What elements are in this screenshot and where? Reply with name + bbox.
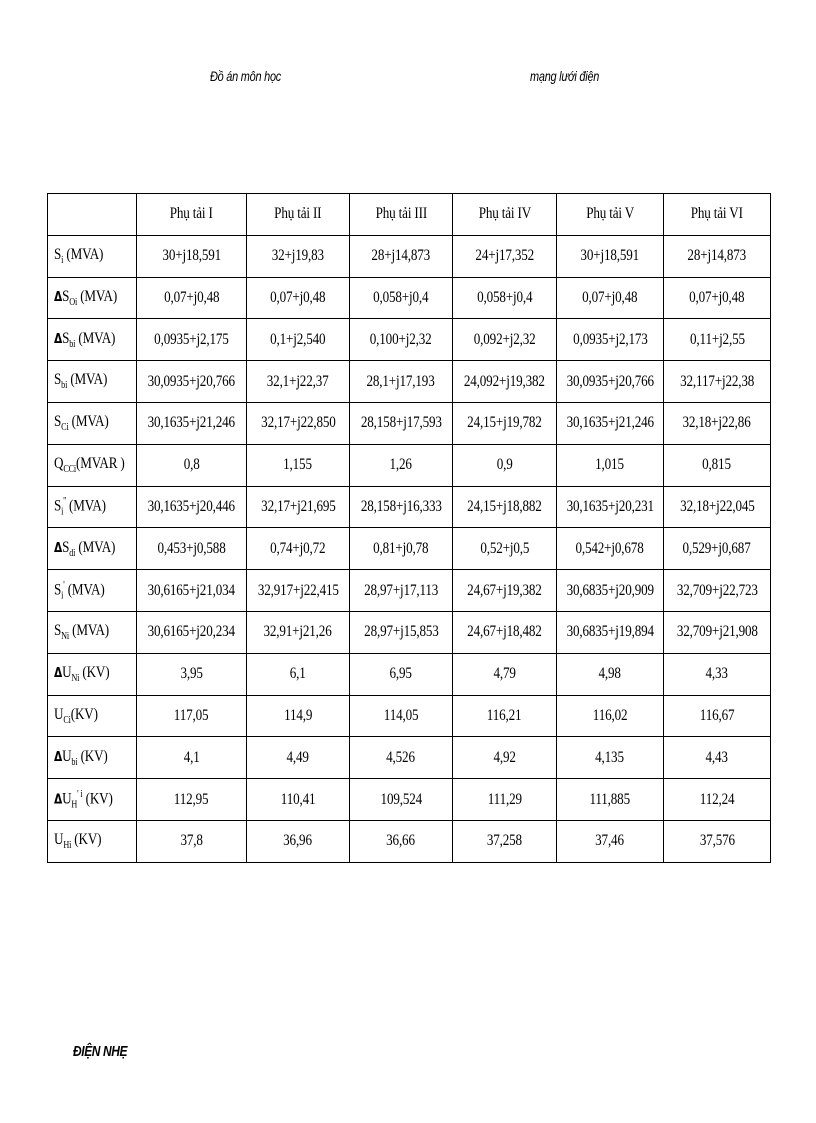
row-label-symbol: S bbox=[54, 246, 62, 264]
row-label-symbol: S bbox=[54, 371, 62, 389]
table-cell bbox=[453, 779, 557, 821]
row-label-superscript: ' bbox=[63, 579, 65, 591]
table-cell bbox=[350, 653, 453, 695]
table-cell bbox=[350, 737, 453, 779]
cell-value: 28,97+j15,853 bbox=[363, 623, 439, 641]
cell-value: 0,07+j0,48 bbox=[270, 288, 326, 306]
cell-value: 28+j14,873 bbox=[687, 247, 747, 265]
row-label-cell bbox=[48, 319, 137, 361]
delta-symbol: Δ bbox=[54, 331, 63, 347]
table-cell bbox=[350, 361, 453, 403]
delta-symbol: Δ bbox=[54, 540, 63, 556]
table-cell bbox=[664, 319, 771, 361]
table-cell bbox=[664, 402, 771, 444]
row-label-unit: (KV) bbox=[71, 831, 102, 849]
table-cell bbox=[453, 361, 557, 403]
column-header-label: Phụ tải III bbox=[375, 205, 427, 223]
cell-value: 116,67 bbox=[699, 706, 735, 724]
table-cell bbox=[137, 653, 247, 695]
row-label-cell bbox=[48, 653, 137, 695]
table-cell bbox=[557, 444, 664, 486]
cell-value: 32,18+j22,045 bbox=[679, 497, 755, 515]
cell-value: 32,917+j22,415 bbox=[257, 581, 339, 599]
column-header-label: Phụ tải IV bbox=[478, 205, 531, 223]
row-label bbox=[54, 246, 103, 266]
table-cell bbox=[137, 486, 247, 528]
row-label-subscript: CCi bbox=[63, 464, 77, 476]
table-cell bbox=[664, 695, 771, 737]
cell-value: 0,07+j0,48 bbox=[163, 288, 220, 306]
table-cell bbox=[137, 319, 247, 361]
row-label bbox=[54, 413, 109, 433]
row-label-subscript: H bbox=[71, 799, 78, 811]
cell-value: 4,98 bbox=[598, 665, 622, 683]
row-label bbox=[54, 622, 109, 642]
row-label-subscript: i bbox=[61, 590, 64, 602]
row-label bbox=[54, 789, 113, 811]
row-label-cell bbox=[48, 779, 137, 821]
table-cell bbox=[557, 570, 664, 612]
cell-value: 112,95 bbox=[174, 790, 209, 808]
row-label-symbol: U bbox=[62, 790, 72, 808]
table-cell bbox=[350, 528, 453, 570]
table-cell bbox=[137, 444, 247, 486]
row-label-subscript: bi bbox=[69, 338, 76, 350]
row-label-unit: (MVA) bbox=[69, 622, 109, 640]
row-label-subscript: Oi bbox=[69, 297, 78, 309]
cell-value: 30,6165+j20,234 bbox=[147, 623, 236, 641]
table-cell bbox=[247, 235, 350, 277]
cell-value: 0,058+j0,4 bbox=[476, 288, 533, 306]
table-cell bbox=[137, 695, 247, 737]
row-label-unit: (MVA) bbox=[65, 497, 106, 515]
row-label-subscript: i bbox=[61, 255, 64, 267]
cell-value: 37,46 bbox=[595, 832, 625, 850]
cell-value: 1,26 bbox=[389, 456, 413, 474]
cell-value: 0,092+j2,32 bbox=[473, 330, 536, 348]
cell-value: 111,885 bbox=[589, 790, 631, 808]
table-cell bbox=[664, 570, 771, 612]
row-label-symbol: U bbox=[62, 747, 72, 765]
row-label-subscript: bi bbox=[71, 756, 78, 768]
table-row bbox=[48, 737, 771, 779]
cell-value: 30,6165+j21,034 bbox=[147, 581, 236, 599]
cell-value: 37,258 bbox=[486, 832, 523, 850]
table-cell bbox=[557, 402, 664, 444]
cell-value: 0,453+j0,588 bbox=[157, 539, 226, 557]
cell-value: 24,67+j19,382 bbox=[467, 581, 542, 599]
row-label bbox=[54, 706, 98, 726]
row-label-symbol: S bbox=[62, 287, 70, 305]
table-cell bbox=[453, 653, 557, 695]
table-cell bbox=[557, 277, 664, 319]
cell-value: 0,11+j2,55 bbox=[689, 330, 745, 348]
cell-value: 0,9 bbox=[496, 456, 513, 474]
table-cell bbox=[557, 653, 664, 695]
row-label-cell bbox=[48, 402, 137, 444]
cell-value: 0,0935+j2,173 bbox=[572, 330, 648, 348]
table-cell bbox=[350, 235, 453, 277]
table-cell bbox=[664, 528, 771, 570]
table-cell bbox=[137, 402, 247, 444]
table-cell bbox=[247, 528, 350, 570]
row-label-symbol: U bbox=[62, 664, 72, 682]
cell-value: 32,1+j22,37 bbox=[267, 372, 329, 390]
cell-value: 30+j18,591 bbox=[162, 247, 221, 265]
table-cell bbox=[247, 570, 350, 612]
cell-value: 24,67+j18,482 bbox=[467, 623, 542, 641]
row-label-subscript: Hi bbox=[63, 840, 72, 852]
table-row bbox=[48, 653, 771, 695]
table-cell bbox=[247, 737, 350, 779]
table-cell bbox=[350, 570, 453, 612]
table-cell bbox=[137, 235, 247, 277]
table-cell bbox=[453, 277, 557, 319]
row-label bbox=[54, 496, 106, 518]
cell-value: 4,33 bbox=[705, 665, 729, 683]
table-cell bbox=[453, 444, 557, 486]
table-cell bbox=[247, 779, 350, 821]
table-cell bbox=[137, 737, 247, 779]
table-cell bbox=[664, 444, 771, 486]
table-cell bbox=[453, 820, 557, 862]
cell-value: 4,49 bbox=[286, 748, 310, 766]
delta-symbol: Δ bbox=[54, 666, 63, 682]
table-row bbox=[48, 361, 771, 403]
cell-value: 28+j14,873 bbox=[371, 247, 431, 265]
table-row bbox=[48, 611, 771, 653]
table-cell bbox=[453, 528, 557, 570]
cell-value: 24,15+j18,882 bbox=[467, 497, 542, 515]
cell-value: 4,526 bbox=[386, 748, 416, 766]
row-label-symbol: Q bbox=[54, 455, 64, 473]
cell-value: 28,1+j17,193 bbox=[366, 372, 436, 390]
row-label-cell bbox=[48, 486, 137, 528]
row-label-superscript: ' i bbox=[77, 788, 83, 800]
column-header bbox=[350, 194, 453, 236]
table-row bbox=[48, 779, 771, 821]
cell-value: 24+j17,352 bbox=[475, 247, 534, 265]
table-cell bbox=[664, 486, 771, 528]
cell-value: 0,74+j0,72 bbox=[270, 539, 326, 557]
row-label-symbol: S bbox=[54, 413, 62, 431]
table-cell bbox=[664, 611, 771, 653]
row-label-symbol: S bbox=[54, 622, 62, 640]
cell-value: 28,158+j16,333 bbox=[360, 497, 442, 515]
table-cell bbox=[350, 611, 453, 653]
table-row bbox=[48, 277, 771, 319]
column-header bbox=[557, 194, 664, 236]
row-label-subscript: Ci bbox=[63, 715, 71, 727]
table-cell bbox=[247, 402, 350, 444]
table-cell bbox=[247, 611, 350, 653]
row-label-unit: (MVA) bbox=[68, 413, 109, 431]
row-label-symbol: U bbox=[54, 705, 64, 723]
cell-value: 32,709+j21,908 bbox=[676, 623, 758, 641]
table-cell bbox=[137, 528, 247, 570]
cell-value: 30,1635+j20,231 bbox=[566, 497, 654, 515]
row-label-unit: (KV) bbox=[79, 664, 110, 682]
row-label-unit: (MVAR ) bbox=[76, 455, 125, 473]
table-cell bbox=[350, 779, 453, 821]
table-row bbox=[48, 319, 771, 361]
table-cell bbox=[664, 235, 771, 277]
cell-value: 0,07+j0,48 bbox=[689, 288, 745, 306]
table-cell bbox=[350, 277, 453, 319]
table-cell bbox=[664, 277, 771, 319]
row-label-cell bbox=[48, 361, 137, 403]
table-row bbox=[48, 235, 771, 277]
table-cell bbox=[453, 695, 557, 737]
cell-value: 117,05 bbox=[174, 706, 209, 724]
table-cell bbox=[664, 361, 771, 403]
row-label-cell bbox=[48, 570, 137, 612]
cell-value: 1,015 bbox=[595, 456, 625, 474]
row-label bbox=[54, 330, 115, 350]
row-label-cell bbox=[48, 444, 137, 486]
column-header bbox=[247, 194, 350, 236]
table-row bbox=[48, 570, 771, 612]
row-label bbox=[54, 580, 105, 602]
table-cell bbox=[137, 361, 247, 403]
cell-value: 32,17+j22,850 bbox=[260, 414, 336, 432]
cell-value: 30+j18,591 bbox=[580, 247, 640, 265]
row-label-unit: (MVA) bbox=[75, 329, 116, 347]
cell-value: 30,1635+j21,246 bbox=[566, 414, 654, 432]
table-cell bbox=[557, 611, 664, 653]
cell-value: 0,52+j0,5 bbox=[480, 539, 529, 557]
table-cell bbox=[350, 402, 453, 444]
table-cell bbox=[247, 361, 350, 403]
cell-value: 1,155 bbox=[283, 456, 313, 474]
row-label-unit: (MVA) bbox=[77, 287, 118, 305]
cell-value: 32+j19,83 bbox=[271, 247, 325, 265]
table-cell bbox=[557, 361, 664, 403]
row-label-cell bbox=[48, 611, 137, 653]
table-cell bbox=[350, 486, 453, 528]
row-label-subscript: di bbox=[69, 547, 76, 559]
table-row bbox=[48, 528, 771, 570]
cell-value: 0,815 bbox=[702, 456, 732, 474]
cell-value: 36,96 bbox=[283, 832, 313, 850]
cell-value: 37,8 bbox=[180, 832, 203, 850]
cell-value: 4,92 bbox=[493, 748, 516, 766]
table-cell bbox=[137, 611, 247, 653]
table-cell bbox=[137, 820, 247, 862]
table-cell bbox=[247, 319, 350, 361]
header-corner-cell bbox=[48, 194, 137, 236]
table-cell bbox=[137, 779, 247, 821]
row-label-unit: (KV) bbox=[82, 790, 113, 808]
table-cell bbox=[350, 695, 453, 737]
load-results-table bbox=[47, 193, 771, 863]
table-row bbox=[48, 444, 771, 486]
column-header-label: Phụ tải V bbox=[586, 205, 634, 223]
cell-value: 0,542+j0,678 bbox=[575, 539, 645, 557]
table-cell bbox=[664, 779, 771, 821]
column-header bbox=[453, 194, 557, 236]
row-label-symbol: S bbox=[62, 538, 70, 556]
row-label-unit: (MVA) bbox=[67, 371, 108, 389]
table-cell bbox=[137, 570, 247, 612]
table-row bbox=[48, 486, 771, 528]
table-row bbox=[48, 695, 771, 737]
table-cell bbox=[664, 820, 771, 862]
row-label-subscript: Ci bbox=[61, 422, 69, 434]
table-cell bbox=[557, 695, 664, 737]
cell-value: 30,0935+j20,766 bbox=[147, 372, 236, 390]
cell-value: 32,709+j22,723 bbox=[676, 581, 758, 599]
table-row bbox=[48, 402, 771, 444]
row-label-symbol: S bbox=[54, 497, 62, 515]
cell-value: 28,97+j17,113 bbox=[363, 581, 439, 599]
table-cell bbox=[350, 319, 453, 361]
cell-value: 4,79 bbox=[493, 665, 516, 683]
table-cell bbox=[350, 444, 453, 486]
cell-value: 114,9 bbox=[283, 706, 313, 724]
delta-symbol: Δ bbox=[54, 792, 63, 808]
table-cell bbox=[453, 402, 557, 444]
column-header-label: Phụ tải VI bbox=[690, 205, 744, 223]
cell-value: 6,1 bbox=[290, 665, 306, 683]
row-label bbox=[54, 539, 115, 559]
row-label bbox=[54, 288, 117, 308]
cell-value: 4,43 bbox=[705, 748, 729, 766]
row-label-subscript: bi bbox=[61, 380, 68, 392]
row-label-symbol: S bbox=[54, 581, 62, 599]
table-cell bbox=[453, 570, 557, 612]
table-cell bbox=[664, 737, 771, 779]
column-header-label: Phụ tải I bbox=[169, 205, 213, 223]
cell-value: 4,1 bbox=[183, 748, 200, 766]
row-label-subscript: Ni bbox=[71, 673, 80, 685]
cell-value: 116,21 bbox=[487, 706, 522, 724]
table-cell bbox=[453, 235, 557, 277]
cell-value: 30,6835+j20,909 bbox=[566, 581, 654, 599]
row-label-subscript: Ni bbox=[61, 631, 70, 643]
header-left-title: Đồ án môn học bbox=[210, 68, 282, 84]
table-cell bbox=[557, 737, 664, 779]
cell-value: 110,41 bbox=[280, 790, 316, 808]
cell-value: 36,66 bbox=[386, 832, 416, 850]
cell-value: 32,91+j21,26 bbox=[263, 623, 333, 641]
table-cell bbox=[557, 779, 664, 821]
delta-symbol: Δ bbox=[54, 749, 63, 765]
table-cell bbox=[453, 611, 557, 653]
cell-value: 0,81+j0,78 bbox=[373, 539, 429, 557]
cell-value: 116,02 bbox=[592, 706, 628, 724]
row-label bbox=[54, 455, 125, 475]
table-cell bbox=[453, 486, 557, 528]
cell-value: 0,8 bbox=[183, 456, 200, 474]
table-cell bbox=[664, 653, 771, 695]
table-cell bbox=[247, 486, 350, 528]
table-row bbox=[48, 820, 771, 862]
cell-value: 109,524 bbox=[380, 790, 422, 808]
cell-value: 6,95 bbox=[389, 665, 413, 683]
table-cell bbox=[247, 695, 350, 737]
cell-value: 24,15+j19,782 bbox=[467, 414, 542, 432]
table-cell bbox=[350, 820, 453, 862]
column-header bbox=[664, 194, 771, 236]
row-label-symbol: U bbox=[54, 831, 64, 849]
row-label-unit: (KV) bbox=[70, 705, 98, 723]
row-label-cell bbox=[48, 277, 137, 319]
row-label-unit: (KV) bbox=[77, 747, 108, 765]
cell-value: 30,1635+j21,246 bbox=[147, 414, 236, 432]
delta-symbol: Δ bbox=[54, 289, 63, 305]
cell-value: 32,117+j22,38 bbox=[679, 372, 755, 390]
cell-value: 0,058+j0,4 bbox=[373, 288, 429, 306]
table-cell bbox=[453, 319, 557, 361]
cell-value: 30,1635+j20,446 bbox=[147, 497, 236, 515]
footer-mark: ĐIỆN NHẸ bbox=[73, 1043, 128, 1060]
cell-value: 0,529+j0,687 bbox=[682, 539, 752, 557]
cell-value: 3,95 bbox=[180, 665, 203, 683]
row-label-cell bbox=[48, 528, 137, 570]
table-cell bbox=[137, 277, 247, 319]
column-header-label: Phụ tải II bbox=[274, 205, 322, 223]
row-label-cell bbox=[48, 737, 137, 779]
row-label-unit: (MVA) bbox=[75, 538, 116, 556]
cell-value: 24,092+j19,382 bbox=[464, 372, 545, 390]
row-label-cell bbox=[48, 820, 137, 862]
cell-value: 0,1+j2,540 bbox=[270, 330, 326, 348]
row-label-symbol: S bbox=[62, 329, 70, 347]
cell-value: 30,6835+j19,894 bbox=[566, 623, 654, 641]
column-header bbox=[137, 194, 247, 236]
row-label-unit: (MVA) bbox=[64, 581, 105, 599]
row-label-cell bbox=[48, 695, 137, 737]
table-cell bbox=[557, 235, 664, 277]
row-label-unit: (MVA) bbox=[63, 246, 104, 264]
cell-value: 0,100+j2,32 bbox=[370, 330, 432, 348]
row-label bbox=[54, 371, 107, 391]
row-label-superscript: '' bbox=[63, 496, 66, 508]
table-header-row bbox=[48, 194, 771, 236]
table-cell bbox=[453, 737, 557, 779]
table-cell bbox=[557, 486, 664, 528]
header-right-title: mạng lưới điện bbox=[530, 68, 600, 84]
table-cell bbox=[247, 277, 350, 319]
cell-value: 28,158+j17,593 bbox=[360, 414, 442, 432]
table-cell bbox=[247, 444, 350, 486]
table-cell bbox=[557, 319, 664, 361]
table-cell bbox=[557, 528, 664, 570]
row-label bbox=[54, 831, 101, 851]
cell-value: 112,24 bbox=[699, 790, 735, 808]
cell-value: 111,29 bbox=[487, 790, 522, 808]
table-cell bbox=[247, 820, 350, 862]
cell-value: 4,135 bbox=[595, 748, 625, 766]
row-label-cell bbox=[48, 235, 137, 277]
row-label bbox=[54, 748, 108, 768]
table-cell bbox=[247, 653, 350, 695]
cell-value: 0,0935+j2,175 bbox=[154, 330, 229, 348]
cell-value: 114,05 bbox=[383, 706, 419, 724]
cell-value: 37,576 bbox=[699, 832, 735, 850]
row-label-subscript: i bbox=[61, 506, 64, 518]
cell-value: 30,0935+j20,766 bbox=[566, 372, 654, 390]
row-label bbox=[54, 664, 109, 684]
cell-value: 32,18+j22,86 bbox=[682, 414, 752, 432]
table-cell bbox=[557, 820, 664, 862]
cell-value: 0,07+j0,48 bbox=[582, 288, 638, 306]
cell-value: 32,17+j21,695 bbox=[260, 497, 336, 515]
